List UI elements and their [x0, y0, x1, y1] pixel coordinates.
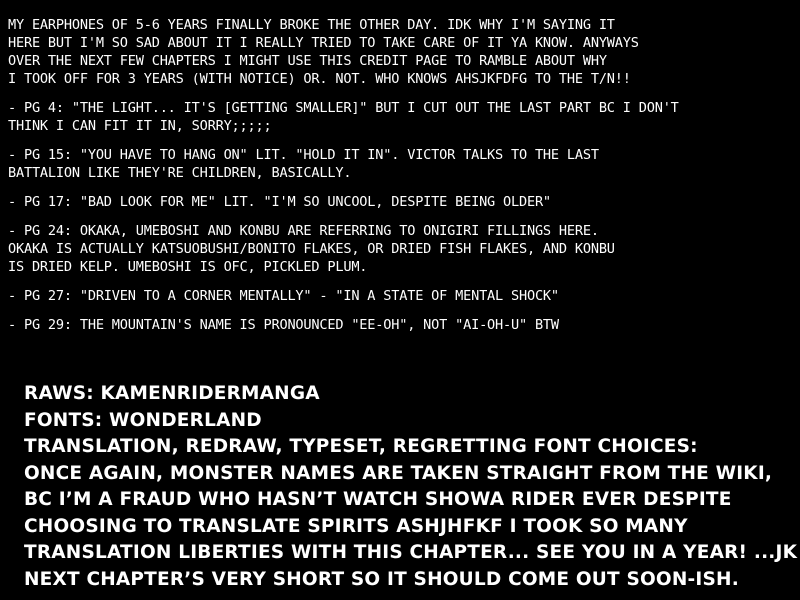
- intro-line: HERE BUT I'M SO SAD ABOUT IT I REALLY TRIED TO TAKE CARE OF IT YA KNOW. ANYWAYS: [8, 35, 639, 51]
- note-line: - PG 24: OKAKA, UMEBOSHI AND KONBU ARE REFERRING TO ONIGIRI FILLINGS HERE.: [8, 223, 599, 239]
- note-pg24: [8, 222, 798, 276]
- note-line: - PG 4: "THE LIGHT... IT'S [GETTING SMALLER]" BUT I CUT OUT THE LAST PART BC I DON'T: [8, 100, 679, 116]
- intro-line: OVER THE NEXT FEW CHAPTERS I MIGHT USE THIS CREDIT PAGE TO RAMBLE ABOUT WHY: [8, 53, 607, 69]
- credit-comment-line: NEXT CHAPTER’S VERY SHORT SO IT SHOULD COME OUT SOON-ISH.: [24, 568, 739, 590]
- note-pg17: [8, 193, 798, 211]
- note-line: BATTALION LIKE THEY'RE CHILDREN, BASICALLY.: [8, 165, 352, 181]
- credit-comment-line: ONCE AGAIN, MONSTER NAMES ARE TAKEN STRAIGHT FROM THE WIKI,: [24, 462, 773, 484]
- note-line: - PG 27: "DRIVEN TO A CORNER MENTALLY" - "IN A STATE OF MENTAL SHOCK": [8, 288, 559, 304]
- note-line: - PG 17: "BAD LOOK FOR ME" LIT. "I'M SO UNCOOL, DESPITE BEING OLDER": [8, 194, 551, 210]
- credit-comment-line: TRANSLATION LIBERTIES WITH THIS CHAPTER... SEE YOU IN A YEAR! ...JK: [24, 542, 798, 563]
- intro-line: MY EARPHONES OF 5-6 YEARS FINALLY BROKE THE OTHER DAY. IDK WHY I'M SAYING IT: [8, 17, 615, 33]
- note-pg27: [8, 287, 798, 305]
- note-line: OKAKA IS ACTUALLY KATSUOBUSHI/BONITO FLAKES, OR DRIED FISH FLAKES, AND KONBU: [8, 241, 615, 257]
- credit-raws: RAWS: KAMENRIDERMANGA: [24, 383, 320, 404]
- note-pg29: [8, 316, 798, 334]
- note-pg15: [8, 146, 798, 182]
- credit-comment-line: BC I’M A FRAUD WHO HASN’T WATCH SHOWA RIDER EVER DESPITE: [24, 489, 732, 510]
- credit-roles: TRANSLATION, REDRAW, TYPESET, REGRETTING FONT CHOICES:: [24, 436, 698, 457]
- credits-block: [24, 381, 798, 593]
- note-line: - PG 15: "YOU HAVE TO HANG ON" LIT. "HOLD IT IN". VICTOR TALKS TO THE LAST: [8, 147, 599, 163]
- credit-comment-line: CHOOSING TO TRANSLATE SPIRITS ASHJHFKF I TOOK SO MANY: [24, 515, 688, 537]
- credit-fonts: FONTS: WONDERLAND: [24, 409, 262, 431]
- intro-line: I TOOK OFF FOR 3 YEARS (WITH NOTICE) OR. NOT. WHO KNOWS AHSJKFDFG TO THE T/N!!: [8, 71, 631, 87]
- translation-notes: [8, 16, 798, 345]
- note-line: - PG 29: THE MOUNTAIN'S NAME IS PRONOUNCED "EE-OH", NOT "AI-OH-U" BTW: [8, 317, 559, 333]
- note-line: THINK I CAN FIT IT IN, SORRY;;;;;: [8, 118, 272, 134]
- note-line: IS DRIED KELP. UMEBOSHI IS OFC, PICKLED PLUM.: [8, 259, 368, 275]
- intro-paragraph: [8, 16, 798, 88]
- note-pg4: [8, 99, 798, 135]
